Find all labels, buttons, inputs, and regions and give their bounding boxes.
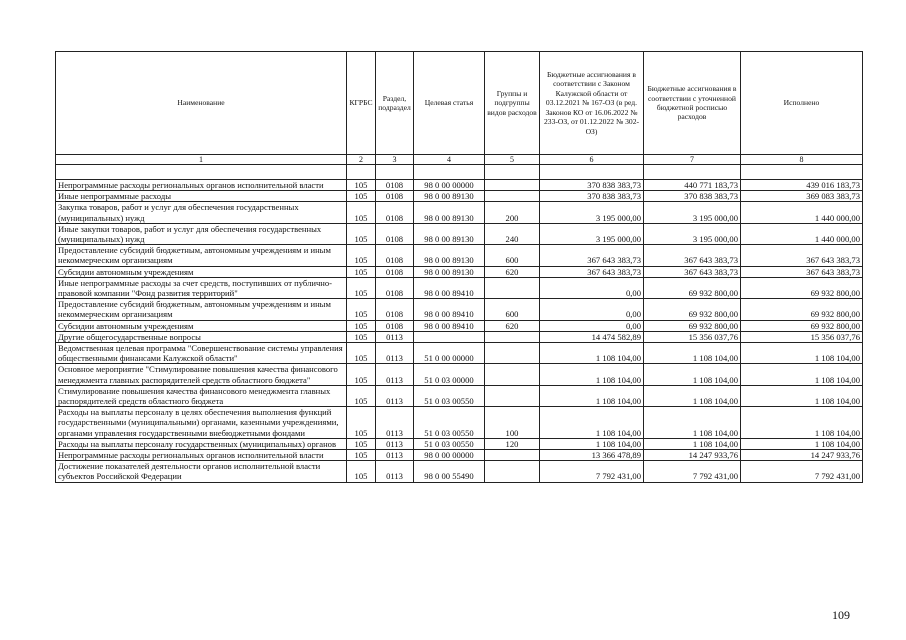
page-number: 109 <box>832 608 850 622</box>
header-kgrbs: КГРБС <box>347 52 376 155</box>
cell-section: 0113 <box>376 343 414 364</box>
header-article: Целевая статья <box>414 52 485 155</box>
cell-name: Достижение показателей деятельности органов исполнительной власти субъектов Российской Федерации <box>56 461 347 482</box>
cell-executed: 1 440 000,00 <box>741 202 863 223</box>
cell-kgrbs: 105 <box>347 461 376 482</box>
cell-article: 51 0 03 00550 <box>414 407 485 439</box>
table-row <box>56 407 863 439</box>
cell-executed: 1 108 104,00 <box>741 407 863 439</box>
cell-group <box>485 461 540 482</box>
spacer-cell <box>485 165 540 180</box>
cell-article: 98 0 00 89130 <box>414 191 485 202</box>
cell-group: 600 <box>485 245 540 266</box>
cell-kgrbs: 105 <box>347 438 376 449</box>
cell-law: 1 108 104,00 <box>540 385 644 406</box>
cell-law: 0,00 <box>540 277 644 298</box>
column-number: 1 <box>56 155 347 165</box>
cell-updated: 69 932 800,00 <box>644 299 741 320</box>
cell-law: 3 195 000,00 <box>540 202 644 223</box>
cell-kgrbs: 105 <box>347 245 376 266</box>
cell-group <box>485 180 540 191</box>
cell-executed: 15 356 037,76 <box>741 331 863 342</box>
cell-section: 0113 <box>376 461 414 482</box>
cell-law: 370 838 383,73 <box>540 191 644 202</box>
cell-name: Другие общегосударственные вопросы <box>56 331 347 342</box>
table-row <box>56 438 863 449</box>
cell-executed: 1 108 104,00 <box>741 364 863 385</box>
cell-law: 1 108 104,00 <box>540 364 644 385</box>
cell-kgrbs: 105 <box>347 407 376 439</box>
cell-law: 1 108 104,00 <box>540 407 644 439</box>
column-number: 5 <box>485 155 540 165</box>
cell-name: Субсидии автономным учреждениям <box>56 266 347 277</box>
table-row <box>56 331 863 342</box>
cell-executed: 7 792 431,00 <box>741 461 863 482</box>
cell-updated: 1 108 104,00 <box>644 438 741 449</box>
cell-article: 51 0 03 00550 <box>414 385 485 406</box>
cell-kgrbs: 105 <box>347 364 376 385</box>
cell-group: 600 <box>485 299 540 320</box>
cell-article: 98 0 00 89130 <box>414 202 485 223</box>
cell-executed: 1 108 104,00 <box>741 385 863 406</box>
table-row <box>56 245 863 266</box>
cell-group <box>485 450 540 461</box>
cell-kgrbs: 105 <box>347 180 376 191</box>
cell-law: 1 108 104,00 <box>540 438 644 449</box>
cell-section: 0108 <box>376 320 414 331</box>
cell-law: 13 366 478,89 <box>540 450 644 461</box>
cell-article: 98 0 00 89410 <box>414 277 485 298</box>
cell-updated: 69 932 800,00 <box>644 277 741 298</box>
cell-kgrbs: 105 <box>347 223 376 244</box>
cell-section: 0108 <box>376 245 414 266</box>
cell-name: Непрограммные расходы региональных органов исполнительной власти <box>56 450 347 461</box>
table-row <box>56 299 863 320</box>
cell-law: 0,00 <box>540 299 644 320</box>
cell-executed: 14 247 933,76 <box>741 450 863 461</box>
cell-name: Стимулирование повышения качества финансового менеджмента главных распорядителей средств областного бюджета <box>56 385 347 406</box>
cell-section: 0113 <box>376 407 414 439</box>
cell-name: Непрограммные расходы региональных органов исполнительной власти <box>56 180 347 191</box>
budget-table <box>55 51 863 483</box>
cell-executed: 439 016 183,73 <box>741 180 863 191</box>
cell-group: 100 <box>485 407 540 439</box>
header-name: Наименование <box>56 52 347 155</box>
table-row <box>56 191 863 202</box>
cell-law: 14 474 582,89 <box>540 331 644 342</box>
cell-law: 1 108 104,00 <box>540 343 644 364</box>
cell-kgrbs: 105 <box>347 202 376 223</box>
table-row <box>56 385 863 406</box>
cell-kgrbs: 105 <box>347 331 376 342</box>
cell-group <box>485 385 540 406</box>
cell-name: Иные непрограммные расходы за счет средств, поступивших от публично-правовой компании "Фонд развития территорий" <box>56 277 347 298</box>
cell-article: 98 0 00 89130 <box>414 245 485 266</box>
cell-name: Закупка товаров, работ и услуг для обеспечения государственных (муниципальных) нужд <box>56 202 347 223</box>
cell-updated: 15 356 037,76 <box>644 331 741 342</box>
table-row <box>56 364 863 385</box>
cell-executed: 1 108 104,00 <box>741 343 863 364</box>
cell-name: Ведомственная целевая программа "Совершенствование системы управления общественными финансами Калужской области" <box>56 343 347 364</box>
column-number: 8 <box>741 155 863 165</box>
cell-name: Основное мероприятие "Стимулирование повышения качества финансового менеджмента главных распорядителей средств областного бюджета" <box>56 364 347 385</box>
cell-section: 0108 <box>376 180 414 191</box>
spacer-cell <box>414 165 485 180</box>
cell-section: 0108 <box>376 299 414 320</box>
cell-section: 0113 <box>376 331 414 342</box>
cell-group: 620 <box>485 266 540 277</box>
cell-updated: 440 771 183,73 <box>644 180 741 191</box>
cell-updated: 367 643 383,73 <box>644 266 741 277</box>
cell-group <box>485 343 540 364</box>
spacer-cell <box>644 165 741 180</box>
cell-article: 51 0 00 00000 <box>414 343 485 364</box>
header-section: Раздел, подраздел <box>376 52 414 155</box>
cell-updated: 1 108 104,00 <box>644 343 741 364</box>
cell-section: 0108 <box>376 277 414 298</box>
cell-kgrbs: 105 <box>347 277 376 298</box>
cell-updated: 1 108 104,00 <box>644 407 741 439</box>
column-number: 3 <box>376 155 414 165</box>
cell-executed: 1 440 000,00 <box>741 223 863 244</box>
cell-executed: 367 643 383,73 <box>741 266 863 277</box>
cell-group: 620 <box>485 320 540 331</box>
cell-kgrbs: 105 <box>347 450 376 461</box>
header-row <box>56 52 863 155</box>
column-number: 6 <box>540 155 644 165</box>
cell-name: Расходы на выплаты персоналу государственных (муниципальных) органов <box>56 438 347 449</box>
cell-law: 370 838 383,73 <box>540 180 644 191</box>
table-row <box>56 223 863 244</box>
cell-section: 0108 <box>376 191 414 202</box>
cell-group <box>485 277 540 298</box>
cell-article: 98 0 00 89410 <box>414 299 485 320</box>
cell-kgrbs: 105 <box>347 191 376 202</box>
cell-article: 51 0 03 00550 <box>414 438 485 449</box>
cell-kgrbs: 105 <box>347 266 376 277</box>
spacer-cell <box>376 165 414 180</box>
header-law: Бюджетные ассигнования в соответствии с Законом Калужской области от 03.12.2021 № 167-ОЗ (в ред. Законов КО от 16.06.2022 № 233-ОЗ, от 01.12.2022 № 302-ОЗ) <box>540 52 644 155</box>
cell-kgrbs: 105 <box>347 343 376 364</box>
cell-group <box>485 331 540 342</box>
cell-group: 240 <box>485 223 540 244</box>
table-row <box>56 266 863 277</box>
cell-name: Предоставление субсидий бюджетным, автономным учреждениям и иным некоммерческим организациям <box>56 299 347 320</box>
cell-executed: 69 932 800,00 <box>741 299 863 320</box>
cell-executed: 69 932 800,00 <box>741 277 863 298</box>
header-groups: Группы и подгруппы видов расходов <box>485 52 540 155</box>
cell-executed: 369 083 383,73 <box>741 191 863 202</box>
cell-kgrbs: 105 <box>347 320 376 331</box>
cell-section: 0113 <box>376 450 414 461</box>
cell-section: 0108 <box>376 266 414 277</box>
cell-kgrbs: 105 <box>347 299 376 320</box>
cell-law: 0,00 <box>540 320 644 331</box>
cell-updated: 370 838 383,73 <box>644 191 741 202</box>
cell-article: 98 0 00 89130 <box>414 266 485 277</box>
cell-name: Субсидии автономным учреждениям <box>56 320 347 331</box>
cell-section: 0108 <box>376 223 414 244</box>
table-row <box>56 320 863 331</box>
cell-updated: 14 247 933,76 <box>644 450 741 461</box>
cell-article: 98 0 00 89410 <box>414 320 485 331</box>
cell-updated: 1 108 104,00 <box>644 385 741 406</box>
column-number: 4 <box>414 155 485 165</box>
spacer-row <box>56 165 863 180</box>
cell-group: 200 <box>485 202 540 223</box>
spacer-cell <box>540 165 644 180</box>
cell-article <box>414 331 485 342</box>
cell-executed: 367 643 383,73 <box>741 245 863 266</box>
cell-law: 367 643 383,73 <box>540 266 644 277</box>
cell-executed: 69 932 800,00 <box>741 320 863 331</box>
cell-article: 98 0 00 00000 <box>414 180 485 191</box>
cell-updated: 7 792 431,00 <box>644 461 741 482</box>
spacer-cell <box>56 165 347 180</box>
column-number-row <box>56 155 863 165</box>
table-row <box>56 202 863 223</box>
cell-article: 98 0 00 55490 <box>414 461 485 482</box>
table-row <box>56 277 863 298</box>
cell-section: 0113 <box>376 438 414 449</box>
cell-updated: 1 108 104,00 <box>644 364 741 385</box>
column-number: 7 <box>644 155 741 165</box>
cell-updated: 367 643 383,73 <box>644 245 741 266</box>
header-updated: Бюджетные ассигнования в соответствии с уточненной бюджетной росписью расходов <box>644 52 741 155</box>
header-executed: Исполнено <box>741 52 863 155</box>
cell-updated: 3 195 000,00 <box>644 223 741 244</box>
cell-article: 51 0 03 00000 <box>414 364 485 385</box>
cell-group: 120 <box>485 438 540 449</box>
cell-section: 0113 <box>376 364 414 385</box>
table-row <box>56 461 863 482</box>
cell-law: 7 792 431,00 <box>540 461 644 482</box>
cell-law: 3 195 000,00 <box>540 223 644 244</box>
cell-section: 0108 <box>376 202 414 223</box>
table-row <box>56 450 863 461</box>
cell-article: 98 0 00 89130 <box>414 223 485 244</box>
cell-group <box>485 364 540 385</box>
spacer-cell <box>741 165 863 180</box>
table-body <box>56 180 863 483</box>
cell-name: Иные непрограммные расходы <box>56 191 347 202</box>
cell-article: 98 0 00 00000 <box>414 450 485 461</box>
cell-name: Иные закупки товаров, работ и услуг для обеспечения государственных (муниципальных) нужд <box>56 223 347 244</box>
cell-updated: 69 932 800,00 <box>644 320 741 331</box>
cell-name: Предоставление субсидий бюджетным, автономным учреждениям и иным некоммерческим организациям <box>56 245 347 266</box>
spacer-cell <box>347 165 376 180</box>
cell-law: 367 643 383,73 <box>540 245 644 266</box>
cell-updated: 3 195 000,00 <box>644 202 741 223</box>
table-row <box>56 180 863 191</box>
cell-executed: 1 108 104,00 <box>741 438 863 449</box>
cell-group <box>485 191 540 202</box>
cell-name: Расходы на выплаты персоналу в целях обеспечения выполнения функций государственными (муниципальными) органами, казенными учреждениями, органами управления государственными внебюджетными фондами <box>56 407 347 439</box>
column-number: 2 <box>347 155 376 165</box>
cell-kgrbs: 105 <box>347 385 376 406</box>
cell-section: 0113 <box>376 385 414 406</box>
table-row <box>56 343 863 364</box>
